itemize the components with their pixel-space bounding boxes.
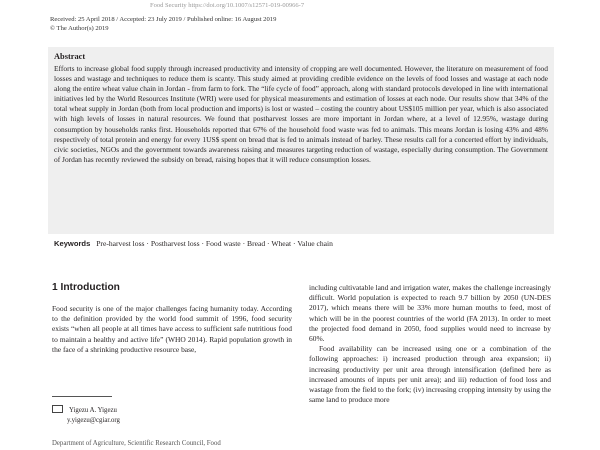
footnote-divider: [52, 396, 112, 397]
intro-left-column: [52, 304, 292, 355]
abstract-title: Abstract: [54, 52, 86, 61]
intro-right-paragraph-1: including cultivatable land and irrigation water, makes the challenge increasingly difficult. World population is expected to reach 9.7 billion by 2050 (UN-DES 2017), which means there will be 33% more human mouths to feed, most of which will be in the poorest countries of the world (FA 2013). In order to meet the projected food demand in 2050, food supplies would need to increase by 60%.: [309, 283, 551, 344]
keywords-label: Keywords: [54, 239, 91, 248]
author-email[interactable]: y.yigezu@cgiar.org: [67, 416, 120, 424]
intro-left-paragraph: Food security is one of the major challenges facing humanity today. According to the definition provided by the world food summit of 1996, food security exists “when all people at all times have access to sufficient safe nutritious food to maintain a healthy and active life” (WHO 2014). Rapid population growth in the face of a shrinking productive resource base,: [52, 304, 292, 354]
publication-dates: Received: 25 April 2018 / Accepted: 23 July 2019 / Published online: 16 August 2019: [50, 16, 277, 23]
corresponding-author: [52, 404, 120, 425]
envelope-icon: [52, 405, 63, 413]
section-title-introduction: 1 Introduction: [52, 282, 120, 293]
abstract-text: Efforts to increase global food supply through increased productivity and intensity of cropping are well documented. However, the literature on measurement of food losses and wastage and techniques to reduce them is scanty. This study aimed at providing credible evidence on the levels of food losses and wastage at each node along the entire wheat value chain in Jordan - from farm to fork. The “life cycle of food” approach, along with standard protocols developed in line with international initiatives led by the World Resources Institute (WRI) were used for physical measurements and estimation of losses at each node. Our results show that 34% of the total wheat supply in Jordan (both from local production and imports) is lost or wasted – costing the country about US$105 million per year, which is also associated with high levels of losses in natural resources. We found that postharvest losses are more important in Jordan where, at a level of 12.95%, wastage during consumption by households ranks first. Households reported that 67% of the household food waste was fed to animals. This means Jordan is losing 43% and 48% respectively of total protein and energy for every 1US$ spent on bread that is fed to animals instead of barley. These results call for a concerted effort by individuals, civic societies, NGOs and the government towards awareness raising and measures targeting reduction of wastage, especially during consumption. The Government of Jordan has recently reviewed the subsidy on bread, raising hopes that it will reduce consumption losses.: [54, 64, 548, 164]
intro-right-paragraph-2: Food availability can be increased using one or a combination of the following approaches: i) increased production through area expansion; ii) increasing productivity per unit area through intensification (defined here as increased amounts of inputs per unit area); and iii) reduction of food loss and wastage from the field to the fork; (iv) increasing cropping intensity by using the same land to produce more: [309, 344, 551, 405]
intro-right-column: [309, 283, 551, 405]
author-name: Yigezu A. Yigezu: [69, 407, 117, 414]
header-cut-text: Food Security https://doi.org/10.1007/s12571-019-00966-7: [150, 2, 305, 9]
keywords-list: Pre-harvest loss · Postharvest loss · Food waste · Bread · Wheat · Value chain: [96, 239, 333, 248]
copyright: © The Author(s) 2019: [50, 25, 109, 32]
keywords: [54, 239, 333, 248]
affiliation-cut: Department of Agriculture, Scientific Research Council, Food: [52, 440, 221, 447]
article-meta: [50, 15, 276, 33]
